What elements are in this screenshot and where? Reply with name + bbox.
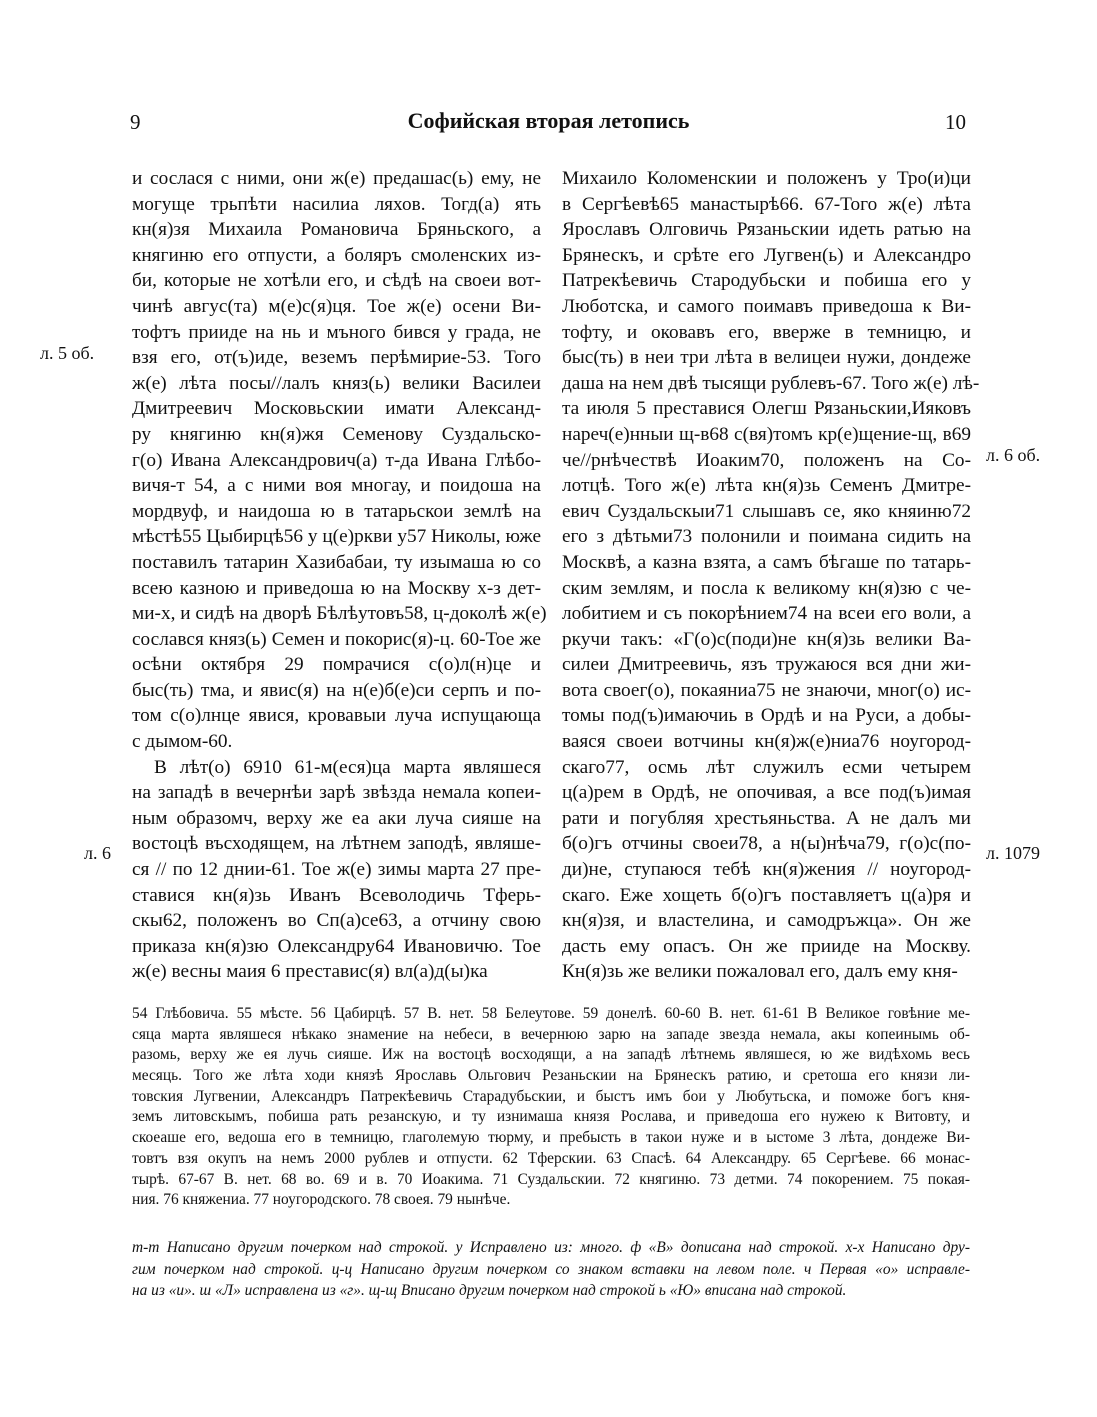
text-line: с дымом-60. xyxy=(132,731,233,753)
text-line: ся // по 12 днии-61. Тое ж(е) зимы марта 27 пре- xyxy=(132,859,541,881)
margin-note-l6: л. 6 xyxy=(84,843,111,863)
text-line: г(о) Ивана Александрович(а) т-да Ивана Глѣбо- xyxy=(132,449,541,471)
text-line: ным образомч, верху же еа аки луча сияше на xyxy=(132,807,541,829)
text-line: т-т Написано другим почерком над строкой. у Исправлено из: много. ф «В» дописана над строкой. х-х Написано дру- xyxy=(132,1239,970,1256)
text-line: ставися кн(я)зь Иванъ Всеволодичь Тферь- xyxy=(132,884,541,906)
text-line: на западѣ в вечернѣи зарѣ звѣзда немала копеи- xyxy=(132,782,541,804)
text-line: 54 Глѣбовича. 55 мѣсте. 56 Цабирцѣ. 57 В. нет. 58 Белеутове. 59 донелѣ. 60-60 В. нет. 61-61 В Великое говѣние ме- xyxy=(132,1005,970,1022)
text-line: Кн(я)зь же велики пожаловал его, далъ ему кня- xyxy=(562,961,958,983)
text-line: ц(а)рем в Ордѣ, не опочивая, а все под(ъ)имая xyxy=(562,782,971,804)
text-line: скаго. Еже хощеть б(о)гъ поставляетъ ц(а)ря и xyxy=(562,884,971,906)
text-line: его з дѣтьми73 полонили и поимана сидить на xyxy=(562,526,971,548)
text-line: тофту, и оковавъ его, вверже в темницю, и xyxy=(562,321,971,343)
text-line: том с(о)лнце явися, кровавыи луча испущающа xyxy=(132,705,541,727)
text-line: ркучи такъ: «Г(о)с(поди)не кн(я)зь велики Ва- xyxy=(562,628,971,650)
margin-note-l6ob: л. 6 об. xyxy=(986,445,1041,465)
text-line: Ярославъ Олговичь Рязаньскии идеть ратью на xyxy=(562,219,971,241)
text-line: томы под(ъ)имаючиь в Ордѣ и на Руси, а добы- xyxy=(562,705,971,727)
text-line: лобитием и съ покорѣнием74 на всеи его воли, а xyxy=(562,603,971,625)
text-line: вота своег(о), покаяниа75 не знаючи, мног(о) ис- xyxy=(562,679,971,701)
footnotes-critical xyxy=(132,1237,970,1302)
text-line: мордвуф, и наидоша ю в татарьскои землѣ на xyxy=(132,500,541,522)
text-line: поставилъ татарин Хазибабаи, ту изымаша ю со xyxy=(132,551,541,573)
margin-note-l5ob: л. 5 об. xyxy=(40,343,95,363)
text-line: вичя-т 54, а с ними воя многау, и поидоша на xyxy=(132,475,541,497)
text-line: взя его, от(ъ)иде, веземъ перѣмирие-53. Того xyxy=(132,347,541,369)
text-line: на из «и». ш «Л» исправлена из «г». щ-щ Вписано другим почерком над строкой ь «Ю» вписана над строкой. xyxy=(132,1282,847,1299)
text-line: лотцѣ. Того ж(е) лѣта кн(я)зь Семенъ Дмитре- xyxy=(562,475,971,497)
text-line: ж(е) весны маия 6 преставис(я) вл(а)д(ы)ка xyxy=(132,961,488,983)
text-line: сослався княз(ь) Семен и покорис(я)-ц. 60-Тое же xyxy=(132,628,541,650)
text-line: в Сергѣевѣ65 манастырѣ66. 67-Того ж(е) лѣта xyxy=(562,193,971,215)
text-line: ния. 76 княжениа. 77 ноугородского. 78 своея. 79 нынѣче. xyxy=(132,1191,511,1209)
text-line: разомь, верху же ея лучь сияше. Иж на востоцѣ восходящи, а на западѣ лѣтнемь являшеся, ю же видѣхомь весь xyxy=(132,1046,970,1064)
text-line: скаго77, осмь лѣт служилъ есми четырем xyxy=(562,756,971,778)
text-line: Михаило Коломенскии и положенъ у Тро(и)ци xyxy=(562,168,971,189)
text-line: скы62, положенъ во Сп(а)се63, а отчину свою xyxy=(132,910,541,932)
text-line: силеи Дмитреевичь, язъ тружаюся вся дни жи- xyxy=(562,654,971,676)
text-line: товтъ взя окупъ на немъ 2000 рублев и отпусти. 62 Тферскии. 63 Спасѣ. 64 Александру. 65 Сергѣеве. 66 монас- xyxy=(132,1149,970,1167)
text-line: Люботска, и самого поимавъ приведоша к Ви- xyxy=(562,295,971,317)
page-number-right: 10 xyxy=(945,110,966,134)
text-line: сяца марта являшеся нѣкако знамение на небеси, в вечернюю зарю на западе звезда немала, акы копеинымь об- xyxy=(132,1025,970,1043)
text-line: княгиню его отпусти, а боляръ смоленских из- xyxy=(132,244,541,266)
text-line: нареч(е)нныи щ-в68 с(вя)томъ кр(е)щение-щ, в69 xyxy=(562,423,971,445)
text-line: ру княгиню кн(я)жя Семенову Суздальско- xyxy=(132,423,541,445)
text-line: ж(е) лѣта посы//лалъ княз(ь) велики Василеи xyxy=(132,372,541,394)
text-line: Москвѣ, а казна взята, а самъ бѣгаше по татарь- xyxy=(562,551,971,573)
text-line: дасть ему опасъ. Он же прииде на Москву. xyxy=(562,935,971,957)
text-line: В лѣт(о) 6910 61-м(еся)ца марта являшеся xyxy=(154,756,541,778)
text-line: месяць. Того же лѣта ходи князѣ Ярославь Ольгович Резаньскии на Брянескъ ратию, и сретоша его князи ли- xyxy=(132,1067,970,1085)
text-line: ми-х, и сидѣ на дворѣ Бѣлѣутовъ58, ц-доколѣ ж(е) xyxy=(132,603,547,625)
page-title: Софийская вторая летопись xyxy=(407,108,690,133)
text-line: мѣстѣ55 Цыбирцѣ56 у ц(е)ркви у57 Николы, юже xyxy=(132,526,541,548)
text-line: че//рнѣчествѣ Иоаким70, положенъ на Со- xyxy=(562,449,971,471)
text-line: ским землям, и посла к великому кн(я)зю с че- xyxy=(562,577,971,599)
text-line: тофтъ прииде на нь и мъного бився у града, не xyxy=(132,321,541,343)
text-line: Дмитреевич Московьскии имати Александ- xyxy=(132,398,541,420)
text-line: би, которые не хотѣли его, и сѣдѣ на своеи вот- xyxy=(132,270,541,292)
text-line: могуще трьпѣти насилиа ляхов. Тогд(а) ять xyxy=(132,193,541,215)
text-line: быс(ть) в неи три лѣта в велицеи нужи, дондеже xyxy=(562,347,971,369)
text-line: тырѣ. 67-67 В. нет. 68 во. 69 и в. 70 Иоакима. 71 Суздальскии. 72 княгиню. 73 детми. 74 покорением. 75 покая- xyxy=(132,1170,970,1188)
text-line: всею казною и приведоша ю на Москву х-з дет- xyxy=(132,577,541,599)
text-line: гим почерком над строкой. ц-ц Написано другим почерком со знаком вставки на левом поле. ч Первая «о» исправле- xyxy=(132,1260,970,1278)
text-line: товския Лугвении, Александръ Патрекѣевичь Старадубьскии, и быстъ имъ бои у Любутьска, и поможе богъ кня- xyxy=(132,1087,970,1105)
text-line: и сослася с ними, они ж(е) предашас(ь) ему, не xyxy=(132,168,541,189)
text-line: б(о)гъ отчины своеи78, а н(ы)нѣча79, г(о)с(по- xyxy=(562,833,971,855)
text-column-left xyxy=(132,166,547,985)
text-line: кн(я)зя Михаила Романовича Бряньского, а xyxy=(132,219,541,241)
text-line: осѣни октября 29 помрачися с(о)л(н)це и xyxy=(132,654,541,676)
text-line: Брянескъ, и срѣте его Лугвен(ь) и Александро xyxy=(562,244,971,266)
text-line: даша на нем двѣ тысящи рублевъ-67. Того ж(е) лѣ- xyxy=(562,372,980,394)
text-line: та июля 5 преставися Олегш Рязаньскии,Ияковъ xyxy=(562,398,971,420)
margin-note-l1079: л. 1079 xyxy=(986,843,1040,863)
text-line: ди)не, ступаюся тебѣ кн(я)жения // ноугород- xyxy=(562,859,971,881)
text-line: чинѣ авгус(та) м(е)с(я)ця. Тое ж(е) осени Ви- xyxy=(132,295,541,317)
text-line: кн(я)зя, и властелина, и самодръжца». Он же xyxy=(562,910,971,932)
footnotes-variants xyxy=(132,1004,970,1211)
text-line: скоеаше его, ведоша его в темницю, глаголемую тюрму, и пребысть в такои нуже и в ыстоме 3 лѣта, дондеже Ви- xyxy=(132,1129,970,1147)
text-line: приказа кн(я)зю Олександру64 Ивановичю. Тое xyxy=(132,935,541,957)
text-line: земъ литовскымъ, побиша рать резанскую, и ту изнимаша князя Рослава, и приведоша его нужею к Витовту, и xyxy=(132,1108,970,1126)
text-line: рати и погубляя хрестьяньства. А не далъ ми xyxy=(562,807,971,829)
text-column-right xyxy=(562,166,980,985)
text-line: быс(ть) тма, и явис(я) на н(е)б(е)си серпъ и по- xyxy=(132,679,541,701)
text-line: ваяся своеи вотчины кн(я)ж(е)ниа76 ноугород- xyxy=(562,731,971,753)
text-line: востоцѣ въсходящем, на лѣтнем заподѣ, являше- xyxy=(132,833,541,855)
text-line: евич Суздальскыи71 слышавъ се, яко княиню72 xyxy=(562,500,971,522)
page-number-left: 9 xyxy=(130,110,141,134)
text-line: Патрекѣевичь Стародубьски и побиша его у xyxy=(562,270,971,292)
